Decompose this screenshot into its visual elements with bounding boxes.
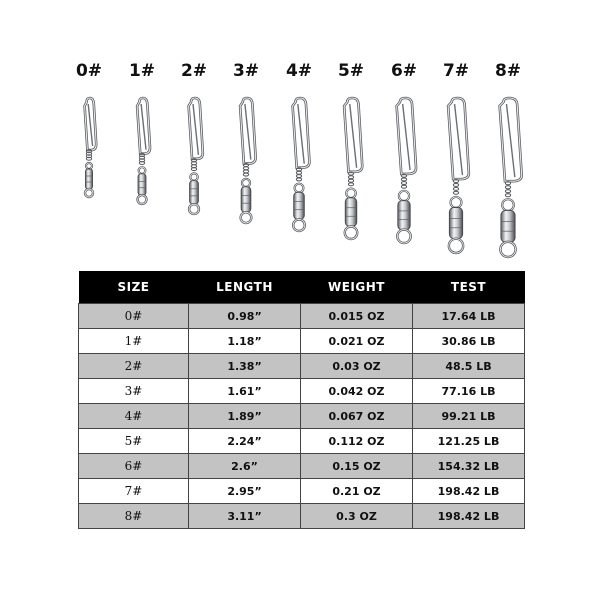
table-header-row (79, 271, 525, 304)
column-header-size: SIZE (79, 271, 189, 304)
cell-weight: 0.21 OZ (301, 479, 413, 504)
table-row (79, 404, 525, 429)
cell-size: 3# (79, 379, 189, 404)
swivel-snap-2-icon (189, 98, 203, 214)
cell-length: 2.6” (189, 454, 301, 479)
table-row (79, 354, 525, 379)
swivel-snap-8-icon (500, 98, 522, 257)
cell-test: 17.64 LB (413, 304, 525, 329)
cell-size: 5# (79, 429, 189, 454)
cell-size: 2# (79, 354, 189, 379)
cell-size: 1# (79, 329, 189, 354)
cell-length: 1.61” (189, 379, 301, 404)
size-label-1: 1# (128, 61, 156, 81)
size-label-0: 0# (75, 61, 103, 81)
size-spec-table (78, 271, 525, 529)
swivel-snap-7-icon (448, 98, 469, 253)
swivel-product-photo (0, 0, 600, 270)
cell-weight: 0.15 OZ (301, 454, 413, 479)
cell-length: 1.38” (189, 354, 301, 379)
cell-size: 8# (79, 504, 189, 529)
size-label-6: 6# (390, 61, 418, 81)
swivel-snap-1-icon (137, 98, 150, 204)
cell-test: 154.32 LB (413, 454, 525, 479)
cell-size: 0# (79, 304, 189, 329)
swivel-illustration (0, 0, 600, 270)
cell-length: 2.95” (189, 479, 301, 504)
cell-weight: 0.112 OZ (301, 429, 413, 454)
swivel-snap-3-icon (240, 98, 256, 223)
size-label-4: 4# (285, 61, 313, 81)
cell-weight: 0.042 OZ (301, 379, 413, 404)
cell-test: 48.5 LB (413, 354, 525, 379)
cell-weight: 0.015 OZ (301, 304, 413, 329)
table-row (79, 329, 525, 354)
column-header-weight: WEIGHT (301, 271, 413, 304)
swivel-snap-5-icon (344, 98, 362, 239)
table-row (79, 379, 525, 404)
cell-test: 99.21 LB (413, 404, 525, 429)
cell-weight: 0.067 OZ (301, 404, 413, 429)
cell-size: 6# (79, 454, 189, 479)
cell-length: 1.89” (189, 404, 301, 429)
cell-size: 7# (79, 479, 189, 504)
cell-test: 30.86 LB (413, 329, 525, 354)
swivel-snap-6-icon (397, 98, 416, 243)
cell-test: 198.42 LB (413, 479, 525, 504)
cell-test: 198.42 LB (413, 504, 525, 529)
table-row (79, 479, 525, 504)
size-label-7: 7# (442, 61, 470, 81)
table-row (79, 504, 525, 529)
cell-weight: 0.3 OZ (301, 504, 413, 529)
size-label-8: 8# (494, 61, 522, 81)
size-label-3: 3# (232, 61, 260, 81)
cell-length: 2.24” (189, 429, 301, 454)
table-row (79, 454, 525, 479)
cell-test: 121.25 LB (413, 429, 525, 454)
swivel-snap-0-icon (85, 98, 97, 197)
cell-length: 0.98” (189, 304, 301, 329)
size-labels-row (0, 56, 600, 88)
cell-length: 3.11” (189, 504, 301, 529)
cell-weight: 0.03 OZ (301, 354, 413, 379)
cell-length: 1.18” (189, 329, 301, 354)
table-row (79, 429, 525, 454)
cell-size: 4# (79, 404, 189, 429)
table-row (79, 304, 525, 329)
column-header-length: LENGTH (189, 271, 301, 304)
column-header-test: TEST (413, 271, 525, 304)
cell-weight: 0.021 OZ (301, 329, 413, 354)
size-label-2: 2# (180, 61, 208, 81)
cell-test: 77.16 LB (413, 379, 525, 404)
size-label-5: 5# (337, 61, 365, 81)
swivel-snap-4-icon (293, 98, 310, 231)
